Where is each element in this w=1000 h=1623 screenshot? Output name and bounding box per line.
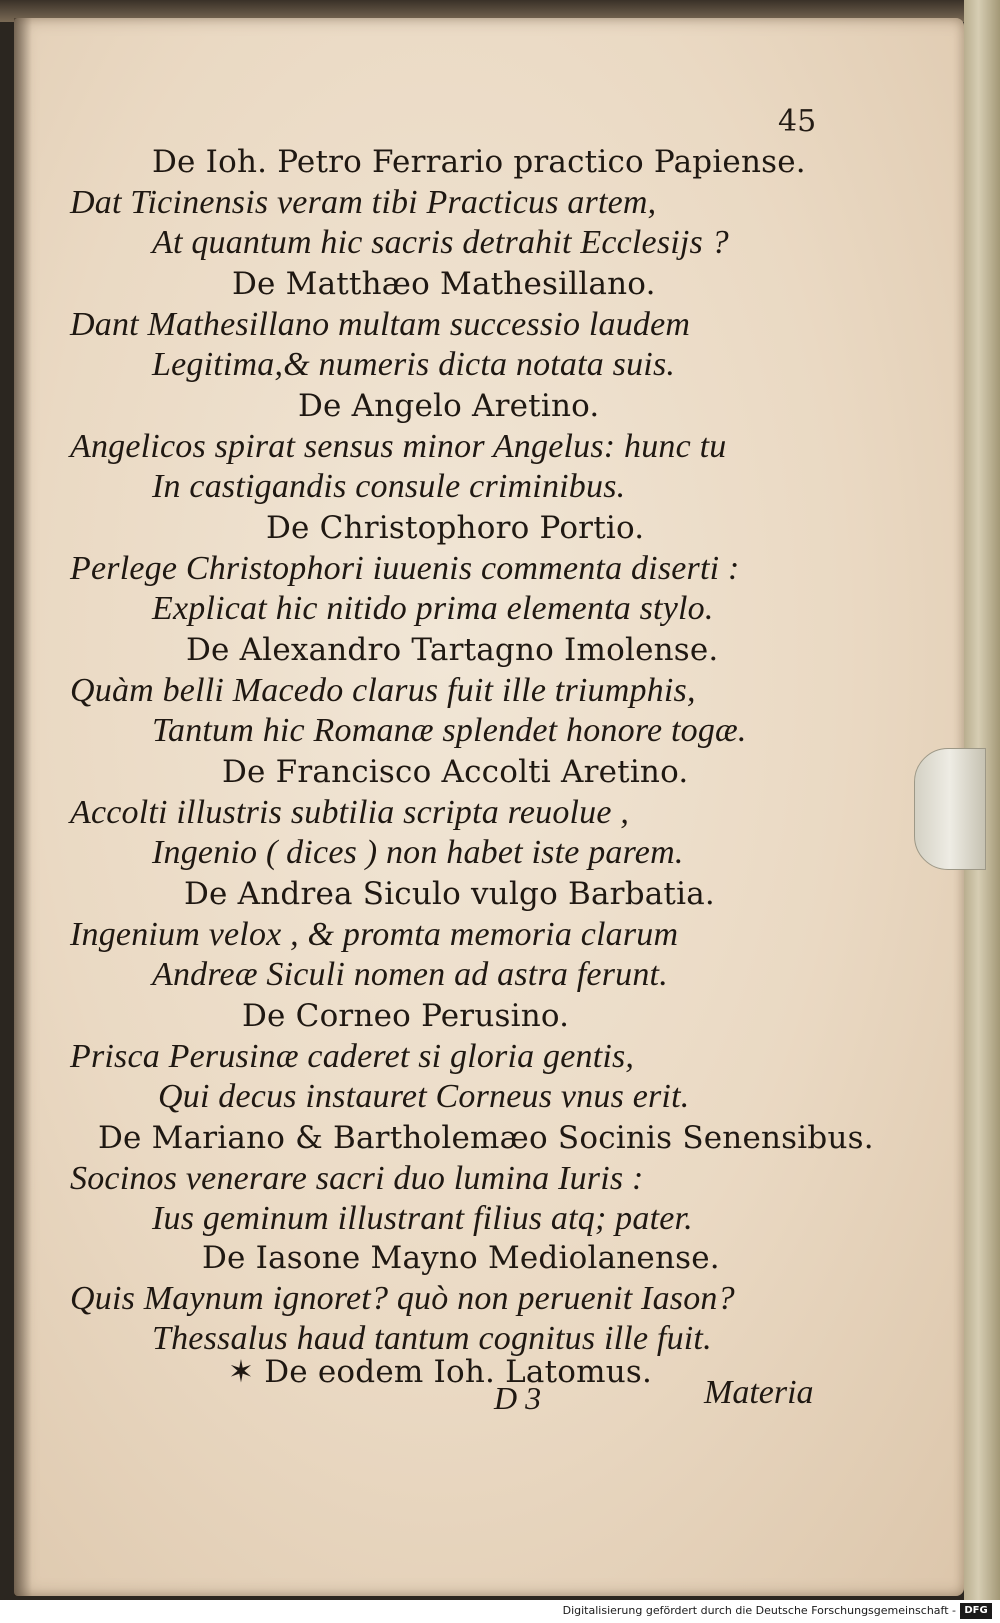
- verse-line: Dant Mathesillano multam successio laudem: [70, 306, 691, 343]
- verse-line: Thessalus haud tantum cognitus ille fuit.: [152, 1320, 712, 1357]
- verse-line: Andreæ Siculi nomen ad astra ferunt.: [152, 956, 668, 993]
- catchword: Materia: [704, 1374, 814, 1411]
- verse-line: Qui decus instauret Corneus vnus erit.: [158, 1078, 690, 1115]
- heading-line: De Christophoro Portio.: [266, 510, 645, 546]
- verse-line: In castigandis consule criminibus.: [152, 468, 626, 505]
- verse-line: Tantum hic Romanæ splendet honore togæ.: [152, 712, 747, 749]
- heading-line: ✶ De eodem Ioh. Latomus.: [228, 1354, 653, 1390]
- verse-line: Explicat hic nitido prima elementa stylo.: [152, 590, 714, 627]
- page-number: 45: [778, 104, 817, 139]
- gutter-shadow: [14, 18, 32, 1596]
- heading-line: De Alexandro Tartagno Imolense.: [186, 632, 719, 668]
- dfg-logo: DFG: [960, 1603, 992, 1619]
- verse-line: Socinos venerare sacri duo lumina Iuris :: [70, 1160, 644, 1197]
- page-clip: [914, 748, 986, 870]
- verse-line: Ingenio ( dices ) non habet iste parem.: [152, 834, 684, 871]
- credit-bar: [0, 1600, 1000, 1623]
- verse-line: Perlege Christophori iuuenis commenta diserti :: [70, 550, 740, 587]
- heading-line: De Angelo Aretino.: [298, 388, 600, 424]
- verse-line: Prisca Perusinæ caderet si gloria gentis,: [70, 1038, 635, 1075]
- signature-mark: D 3: [494, 1380, 542, 1416]
- verse-line: Accolti illustris subtilia scripta reuolue ,: [70, 794, 630, 831]
- verse-line: Quis Maynum ignoret? quò non peruenit Iason?: [70, 1280, 735, 1317]
- heading-line: De Ioh. Petro Ferrario practico Papiense.: [152, 144, 806, 180]
- heading-line: De Francisco Accolti Aretino.: [222, 754, 689, 790]
- verse-line: Dat Ticinensis veram tibi Practicus artem,: [70, 184, 657, 221]
- verse-line: Quàm belli Macedo clarus fuit ille triumphis,: [70, 672, 696, 709]
- verse-line: At quantum hic sacris detrahit Ecclesijs ?: [152, 224, 729, 261]
- verse-line: Ingenium velox , & promta memoria clarum: [70, 916, 679, 953]
- credit-text: Digitalisierung gefördert durch die Deutsche Forschungsgemeinschaft -: [562, 1604, 956, 1617]
- verse-line: Legitima,& numeris dicta notata suis.: [152, 346, 676, 383]
- heading-line: De Matthæo Mathesillano.: [232, 266, 656, 302]
- heading-line: De Andrea Siculo vulgo Barbatia.: [184, 876, 715, 912]
- verse-line: Ius geminum illustrant filius atq; pater.: [152, 1200, 693, 1237]
- heading-line: De Iasone Mayno Mediolanense.: [202, 1240, 720, 1276]
- verse-line: Angelicos spirat sensus minor Angelus: hunc tu: [70, 428, 727, 465]
- heading-line: De Corneo Perusino.: [242, 998, 570, 1034]
- heading-line: De Mariano & Bartholemæo Socinis Senensibus.: [98, 1120, 874, 1156]
